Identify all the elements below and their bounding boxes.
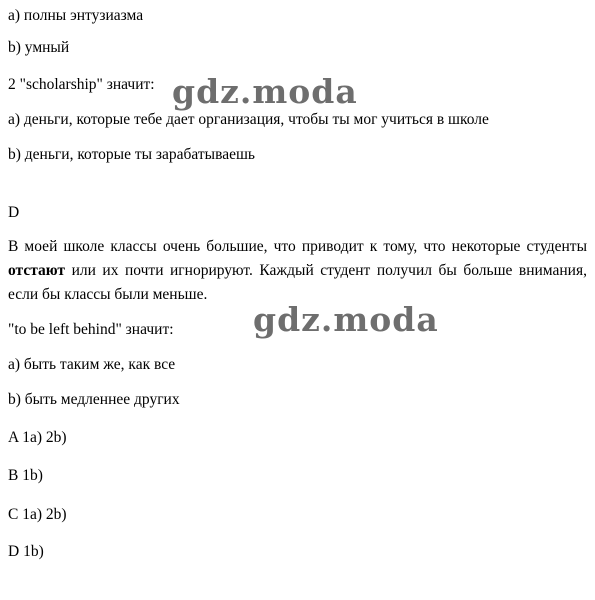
answer-line: D 1b) bbox=[8, 543, 44, 560]
option-text: а) полны энтузиазма bbox=[8, 7, 144, 24]
paragraph bbox=[8, 235, 587, 307]
paragraph-text: или их почти игнорируют. Каждый студент получил бы больше внимания, если бы классы были меньше. bbox=[8, 262, 587, 303]
answer-line: A 1a) 2b) bbox=[8, 429, 67, 446]
option-text: b) умный bbox=[8, 39, 70, 56]
option-text: а) быть таким же, как все bbox=[8, 356, 176, 373]
option-text: b) деньги, которые ты зарабатываешь bbox=[8, 146, 255, 163]
option-text: b) быть медленнее других bbox=[8, 391, 180, 408]
bold-term: отстают bbox=[8, 262, 66, 279]
answer-line: B 1b) bbox=[8, 467, 43, 484]
paragraph-text: В моей школе классы очень большие, что приводит к тому, что некоторые студенты bbox=[8, 238, 587, 255]
question-text: "to be left behind" значит: bbox=[8, 321, 174, 338]
section-label: D bbox=[8, 204, 20, 221]
answer-line: C 1a) 2b) bbox=[8, 506, 67, 523]
watermark-logo: gdz.moda bbox=[172, 72, 358, 111]
option-text: а) деньги, которые тебе дает организация, чтобы ты мог учиться в школе bbox=[8, 111, 489, 128]
watermark-logo: gdz.moda bbox=[253, 300, 439, 339]
question-text: 2 "scholarship" значит: bbox=[8, 76, 155, 93]
